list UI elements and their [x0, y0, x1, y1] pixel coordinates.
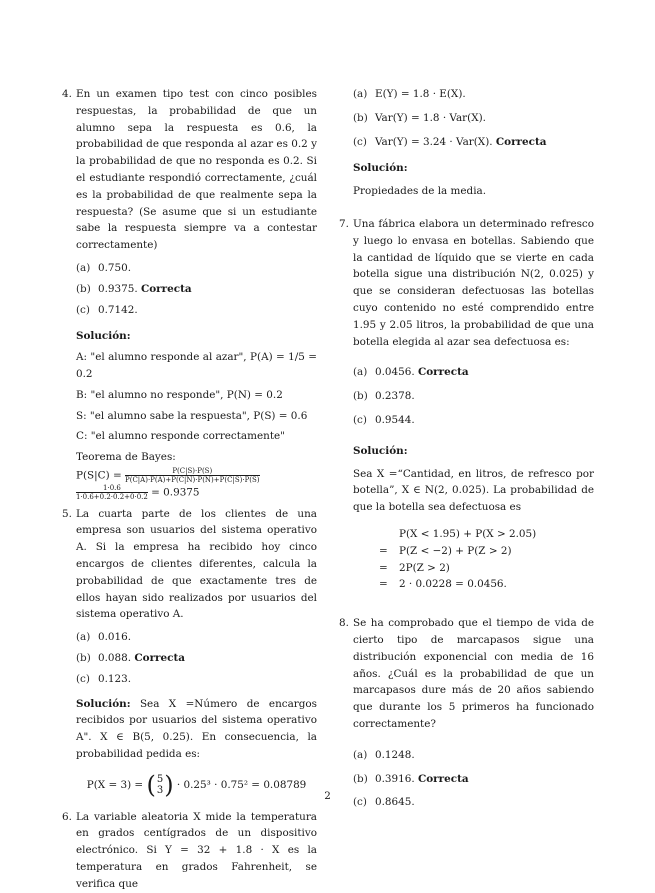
option-c: (c) Var(Y) = 3.24 · Var(X). Correcta: [353, 134, 594, 151]
question-7: [339, 216, 594, 593]
option-c: (c) 0.7142.: [76, 303, 138, 316]
solution-heading: Solución:: [353, 162, 408, 175]
option-a: (a) E(Y) = 1.8 · E(X).: [353, 88, 466, 100]
correct-tag: Correcta: [140, 282, 192, 295]
option-c: (c) 0.123.: [76, 672, 132, 685]
question-number: 8.: [339, 617, 349, 630]
correct-tag: Correcta: [134, 651, 185, 664]
question-number: 5.: [62, 507, 72, 520]
right-column: [339, 86, 594, 818]
equation-row: = 2 · 0.0228 = 0.0456.: [379, 578, 507, 591]
options-list: [353, 86, 594, 150]
question-number: 7.: [339, 217, 349, 230]
equation-array: [379, 526, 594, 593]
solution-heading: Solución:: [76, 330, 131, 343]
question-8: [339, 615, 594, 811]
question-6: [62, 809, 317, 893]
option-b: (b) 0.9375. Correcta: [76, 281, 317, 298]
bayes-formula: P(S|C) = $\frac{P(C|S)\cdot P(S)}{P(C|A)\cdot P(A)+P(C|N)\cdot P(N)+P(C|S)\cdot P(S)}$: [76, 466, 260, 484]
question-4: [62, 86, 317, 502]
options-list: [76, 260, 317, 318]
equation-row: = P(Z < −2) + P(Z > 2): [379, 544, 512, 557]
correct-tag: Correcta: [495, 135, 547, 148]
question-number: 4.: [62, 88, 72, 100]
correct-tag: Correcta: [417, 772, 469, 785]
solution-line: S: "el alumno sabe la respuesta", P(S) = 0.6: [76, 409, 308, 422]
question-text: Se ha comprobado que el tiempo de vida de cierto tipo de marcapasos sigue una distribución exponencial con media de 16 años. ¿Cuál es la probabilidad de que un marcapasos dure más de 20 años sabiendo que durante los 5 primeros ha funcionado correctamente?: [353, 617, 594, 730]
question-text: La cuarta parte de los clientes de una empresa son usuarios del sistema operativo A. Si la empresa ha recibido hoy cinco encargos de clientes diferentes, calcula la probabilidad de que exactamente tres de ellos hayan sido realizados por usuarios del sistema operativo A.: [76, 507, 317, 621]
options-list: [76, 629, 317, 687]
page-number: 2: [324, 790, 331, 802]
equation-row: P(X < 1.95) + P(X > 2.05): [399, 527, 537, 540]
solution-line: B: "el alumno no responde", P(N) = 0.2: [76, 388, 283, 401]
option-a: (a) 0.016.: [76, 631, 132, 644]
option-b: (b) 0.2378.: [353, 390, 415, 403]
question-text: En un examen tipo test con cinco posibles respuestas, la probabilidad de que un alumno sepa la respuesta es 0.6, la probabilidad de que responda al azar es 0.2 y la probabilidad de que no responda es 0.2. Si el estudiante respondió correctamente, ¿cuál es la probabilidad de que realmente sepa la respuesta? (Se asume que si un estudiante sabe la respuesta siempre va a contestar correctamente): [76, 88, 317, 252]
solution-line: C: "el alumno responde correctamente": [76, 430, 285, 443]
question-5: [62, 506, 317, 797]
equation-row: = 2P(Z > 2): [379, 561, 450, 574]
left-column: [62, 86, 317, 893]
binomial-formula: P(X = 3) = ( 5 3 ) · 0.25³ · 0.75² = 0.08789: [86, 770, 307, 799]
option-a: (a) 0.750.: [76, 261, 132, 274]
option-a: (a) 0.1248.: [353, 748, 415, 761]
option-b: (b) 0.3916. Correcta: [353, 771, 594, 788]
solution-paragraph: Solución: Sea X =Número de encargos recibidos por usuarios del sistema operativo A". X ∈ B(5, 0.25). En consecuencia, la probabilidad pedida es:: [76, 697, 317, 760]
question-number: 6.: [62, 810, 72, 823]
solution-line: Teorema de Bayes:: [76, 451, 176, 464]
option-a: (a) 0.0456. Correcta: [353, 364, 594, 381]
solution-heading: Solución:: [76, 697, 131, 710]
option-b: (b) 0.088. Correcta: [76, 650, 317, 667]
solution-text: Propiedades de la media.: [353, 185, 487, 198]
options-list: [353, 364, 594, 428]
option-c: (c) 0.9544.: [353, 413, 415, 426]
correct-tag: Correcta: [417, 366, 469, 379]
solution-line: A: "el alumno responde al azar", P(A) = 1/5 = 0.2: [76, 351, 317, 380]
option-c: (c) 0.8645.: [353, 796, 415, 809]
option-b: (b) Var(Y) = 1.8 · Var(X).: [353, 111, 486, 124]
question-text: La variable aleatoria X mide la temperatura en grados centígrados de un dispositivo electrónico. Si Y = 32 + 1.8 · X es la temperatura en grados Fahrenheit, se verifica que: [76, 810, 317, 890]
solution-text: Sea X =“Cantidad, en litros, de refresco por botella”, X ∈ N(2, 0.025). La probabilidad de que la botella sea defectuosa es: [353, 467, 594, 514]
question-text: Una fábrica elabora un determinado refresco y luego lo envasa en botellas. Sabiendo que la cantidad de líquido que se vierte en cada botella sigue una distribución N(2, 0.025) y que se consideran defectuosas las botellas cuyo contenido no esté comprendido entre 1.95 y 2.05 litros, la probabilidad de que una botella elegida al azar sea defectuosa es:: [353, 217, 594, 348]
question-6-continued: [339, 86, 594, 200]
bayes-calculation: $\frac{1\cdot 0.6}{1\cdot 0.6+0.2\cdot 0.2+0\cdot 0.2}$ = 0.9375: [76, 484, 200, 502]
solution-heading: Solución:: [353, 444, 408, 457]
